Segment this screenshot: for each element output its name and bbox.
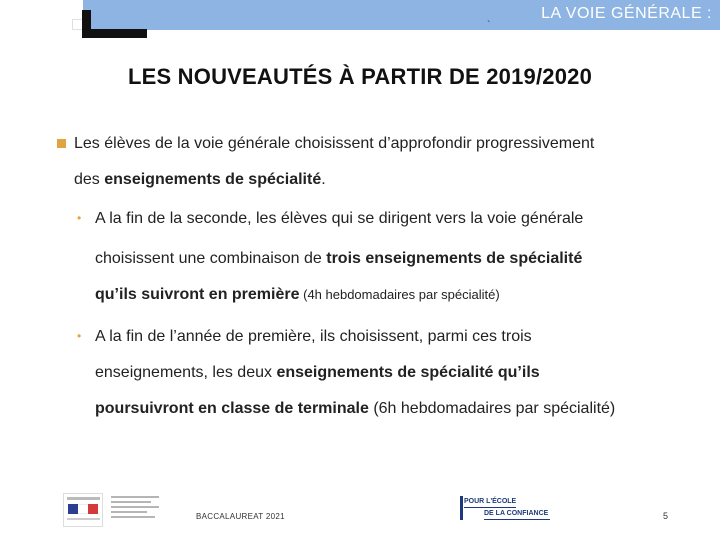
section-title: LA VOIE GÉNÉRALE :	[541, 5, 712, 22]
confiance-line-2: DE LA CONFIANCE	[484, 510, 549, 517]
corner-bracket-horizontal	[82, 29, 147, 38]
bullet-2-line-1: A la fin de l’année de première, ils choisissent, parmi ces trois	[95, 328, 532, 345]
bullet-2-line-2: enseignements, les deux enseignements de spécialité qu’ils	[95, 364, 540, 381]
marianne-flag-icon	[63, 493, 103, 527]
page-title: LES NOUVEAUTÉS À PARTIR DE 2019/2020	[127, 64, 593, 89]
bullet-2-line-3: poursuivront en classe de terminale (6h hebdomadaires par spécialité)	[95, 400, 616, 417]
bullet-dot-icon: •	[77, 329, 82, 343]
ministry-logo	[63, 493, 161, 527]
intro-line-1: Les élèves de la voie générale choisissent d’approfondir progressivement	[74, 135, 595, 152]
square-bullet-icon	[57, 139, 66, 148]
intro-line-2: des enseignements de spécialité.	[74, 171, 326, 188]
bullet-1-line-1: A la fin de la seconde, les élèves qui se dirigent vers la voie générale	[95, 210, 584, 227]
bullet-1-line-2: choisissent une combinaison de trois enseignements de spécialité	[95, 250, 583, 267]
confiance-line-1: POUR L'ÉCOLE	[464, 498, 517, 505]
bullet-dot-icon: •	[77, 211, 82, 225]
ministry-name-lines	[111, 496, 159, 521]
ecole-confiance-logo	[460, 496, 552, 524]
stray-tick-mark: `	[487, 20, 491, 31]
footer-text: BACCALAUREAT 2021	[196, 512, 285, 521]
bullet-1-line-3: qu’ils suivront en première (4h hebdomadaires par spécialité)	[95, 286, 500, 303]
page-number: 5	[663, 511, 669, 521]
header-logo-area	[0, 0, 83, 30]
